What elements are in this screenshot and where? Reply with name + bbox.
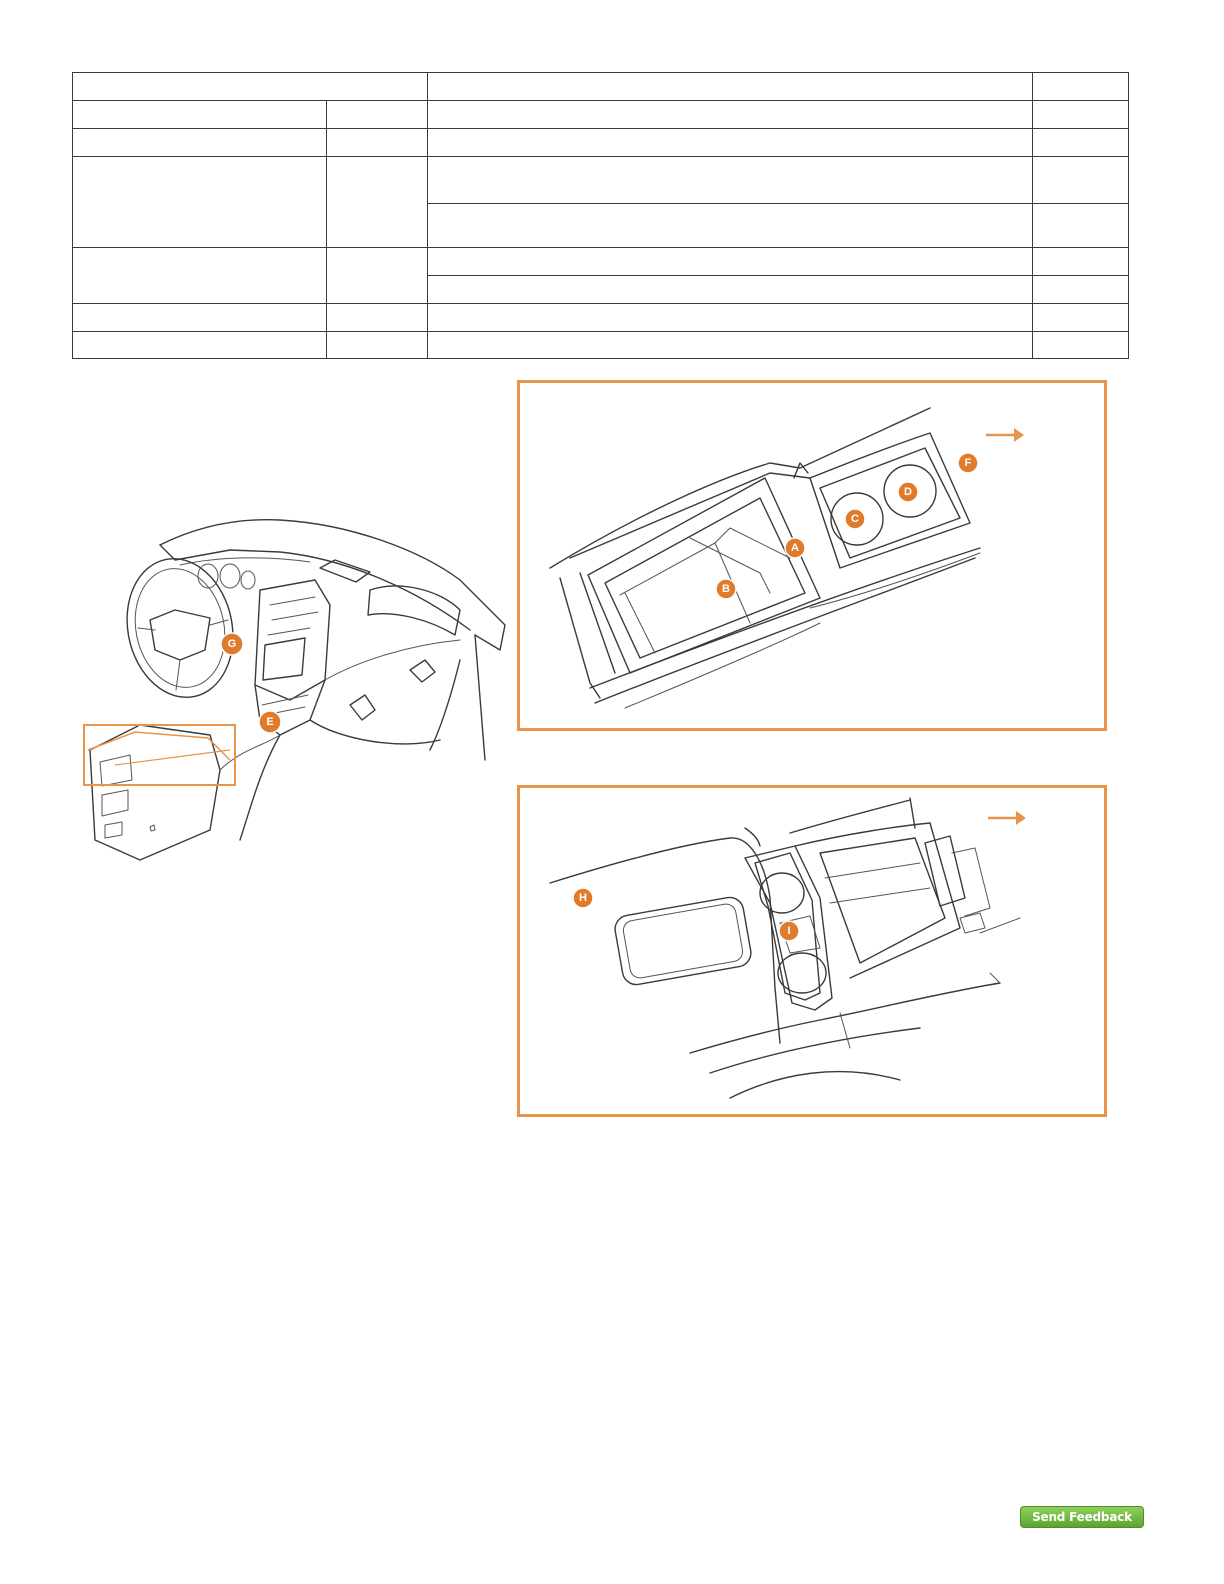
table-rule [73,303,1128,304]
svg-text:A: A [791,542,799,554]
spec-table [72,72,1129,359]
callout-i [779,921,799,941]
svg-text:I: I [787,925,791,937]
svg-text:G: G [227,638,237,650]
table-rule [1032,73,1033,358]
svg-text:E: E [266,716,274,728]
table-rule [427,275,1128,276]
table-rule [427,73,428,358]
table-rule [73,156,1128,157]
svg-text:B: B [722,583,730,595]
direction-arrow-icon [988,811,1026,825]
table-rule [73,331,1128,332]
callout-e [259,711,281,733]
svg-text:H: H [579,892,587,904]
svg-text:F: F [964,457,972,469]
callout-b [716,579,736,599]
callout-c [845,509,865,529]
svg-text:C: C [851,513,859,525]
direction-arrow-icon [986,428,1024,442]
callout-d [898,482,918,502]
detail-panel-console-top [517,380,1107,731]
send-feedback-button[interactable]: Send Feedback [1020,1506,1144,1528]
table-rule [427,203,1128,204]
detail-panel-console-lid [517,785,1107,1117]
table-rule [73,247,1128,248]
callout-a [785,538,805,558]
dashboard-illustration [80,510,510,870]
callout-g [221,633,243,655]
table-rule [73,128,1128,129]
callout-f [958,453,978,473]
table-rule [73,100,1128,101]
callout-h [573,888,593,908]
svg-text:D: D [904,486,912,498]
table-rule [326,100,327,358]
